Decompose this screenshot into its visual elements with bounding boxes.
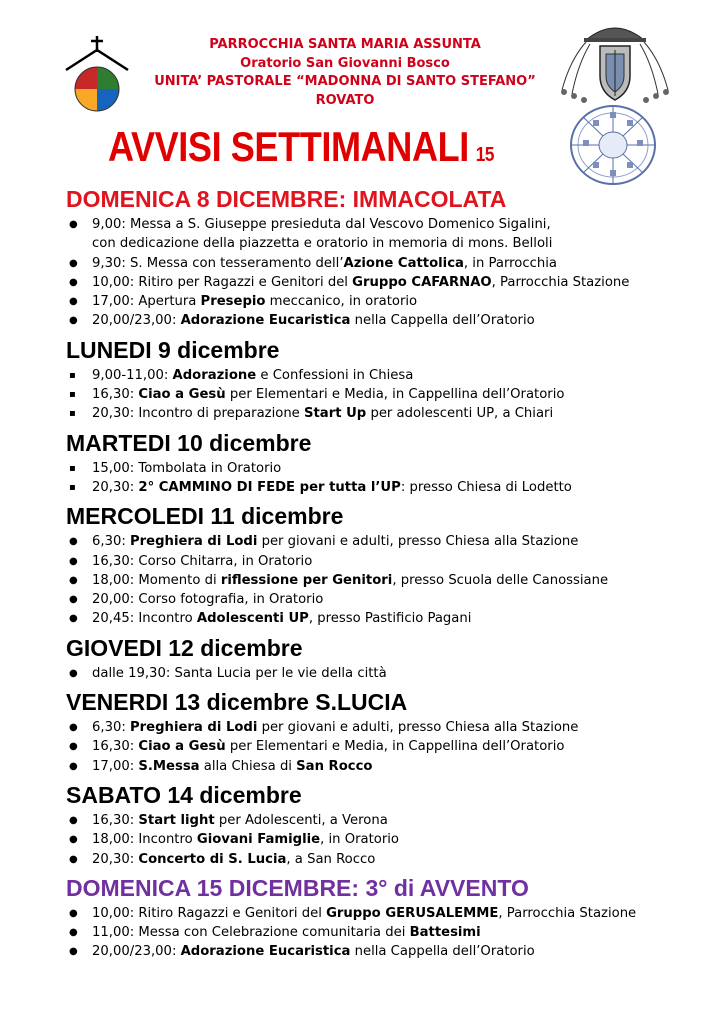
parish-name: PARROCCHIA SANTA MARIA ASSUNTA: [209, 37, 481, 52]
bullet-icon: ●: [69, 315, 78, 327]
list-item: ● 20,00/23,00: Adorazione Eucaristica nella Cappella dell’Oratorio: [66, 311, 696, 330]
list-item: ▪ 20,30: Incontro di preparazione Start Up per adolescenti UP, a Chiari: [66, 404, 696, 423]
bullet-icon: ●: [69, 613, 78, 625]
day-section: [66, 430, 696, 498]
list-item: ● dalle 19,30: Santa Lucia per le vie della città: [66, 664, 696, 683]
list-item: ● 10,00: Ritiro Ragazzi e Genitori del Gruppo GERUSALEMME, Parrocchia Stazione: [66, 904, 696, 923]
bullet-icon: ●: [69, 536, 78, 548]
day-title: GIOVEDI 12 dicembre: [66, 634, 303, 661]
list-item: ● 18,00: Incontro Giovani Famiglie, in Oratorio: [66, 830, 696, 849]
square-bullet-icon: ▪: [69, 462, 76, 474]
pastoral-unit-emblem-icon: [569, 104, 657, 186]
day-section: [66, 689, 696, 776]
bullet-icon: ●: [69, 574, 78, 586]
bullet-icon: ●: [69, 853, 78, 865]
square-bullet-icon: ▪: [69, 408, 76, 420]
page-title-text: AVVISI SETTIMANALI: [108, 123, 469, 170]
event-list: [66, 904, 696, 962]
list-item: ● 16,30: Start light per Adolescenti, a Verona: [66, 811, 696, 830]
event-list: [66, 215, 696, 331]
bishop-crest-icon: [556, 20, 674, 104]
bullet-icon: ●: [69, 555, 78, 567]
list-item: ● 17,00: Apertura Presepio meccanico, in oratorio: [66, 292, 696, 311]
list-item: ● 16,30: Ciao a Gesù per Elementari e Media, in Cappellina dell’Oratorio: [66, 737, 696, 756]
day-title: MERCOLEDI 11 dicembre: [66, 503, 344, 530]
event-list: [66, 811, 696, 869]
event-list: [66, 664, 696, 683]
day-section: [66, 635, 696, 683]
day-title: DOMENICA 15 DICEMBRE: 3° di AVVENTO: [66, 874, 529, 901]
list-item: ● 20,00/23,00: Adorazione Eucaristica nella Cappella dell’Oratorio: [66, 942, 696, 961]
pastoral-unit: UNITA’ PASTORALE “MADONNA DI SANTO STEFANO”: [154, 74, 536, 89]
list-item: ● 20,45: Incontro Adolescenti UP, presso Pastificio Pagani: [66, 609, 696, 628]
issue-number: 15: [475, 144, 494, 166]
parish-logo-icon: [62, 34, 132, 114]
bullet-icon: ●: [69, 946, 78, 958]
bullet-icon: ●: [69, 219, 78, 230]
event-list: [66, 366, 696, 424]
day-title: MARTEDI 10 dicembre: [66, 429, 312, 456]
bullet-icon: ●: [69, 814, 78, 826]
list-item: ● 20,30: Concerto di S. Lucia, a San Rocco: [66, 850, 696, 869]
list-item: ▪ 9,00-11,00: Adorazione e Confessioni in Chiesa: [66, 366, 696, 385]
list-item: ● 6,30: Preghiera di Lodi per giovani e adulti, presso Chiesa alla Stazione: [66, 532, 696, 551]
list-item: ● 20,00: Corso fotografia, in Oratorio: [66, 590, 696, 609]
list-item: ● 16,30: Corso Chitarra, in Oratorio: [66, 552, 696, 571]
bullet-icon: ●: [69, 834, 78, 846]
day-title: SABATO 14 dicembre: [66, 781, 302, 808]
event-list: [66, 459, 696, 498]
bullet-icon: ●: [69, 667, 78, 679]
list-item: ● 6,30: Preghiera di Lodi per giovani e adulti, presso Chiesa alla Stazione: [66, 718, 696, 737]
list-item: ▪ 15,00: Tombolata in Oratorio: [66, 459, 696, 478]
list-item: ● 10,00: Ritiro per Ragazzi e Genitori del Gruppo CAFARNAO, Parrocchia Stazione: [66, 273, 696, 292]
event-list: [66, 718, 696, 776]
day-section: [66, 782, 696, 869]
square-bullet-icon: ▪: [69, 369, 76, 381]
square-bullet-icon: ▪: [69, 389, 76, 401]
bullet-icon: ●: [69, 594, 78, 606]
oratory-name: Oratorio San Giovanni Bosco: [240, 55, 450, 71]
bullet-icon: ●: [69, 722, 78, 734]
day-section: [66, 875, 696, 962]
day-title: VENERDI 13 dicembre S.LUCIA: [66, 689, 408, 716]
list-item: ▪ 20,30: 2° CAMMINO DI FEDE per tutta l’UP: presso Chiesa di Lodetto: [66, 478, 696, 497]
page-header: [0, 0, 724, 180]
bullet-icon: ●: [69, 760, 78, 772]
day-title: LUNEDI 9 dicembre: [66, 336, 280, 363]
parish-header-text: [140, 36, 550, 110]
bullet-icon: ●: [69, 296, 78, 308]
day-section: [66, 186, 696, 331]
day-section: [66, 337, 696, 424]
page-title: [108, 122, 494, 180]
list-item: ● 9,30: S. Messa con tesseramento dell’Azione Cattolica, in Parrocchia: [66, 254, 696, 273]
list-item-continuation: con dedicazione della piazzetta e oratorio in memoria di mons. Belloli: [92, 236, 553, 252]
list-item: ● 11,00: Messa con Celebrazione comunitaria dei Battesimi: [66, 923, 696, 942]
list-item: ● 9,00: Messa a S. Giuseppe presieduta dal Vescovo Domenico Sigalini,: [66, 215, 696, 234]
bullet-icon: ●: [69, 257, 78, 269]
day-section: [66, 503, 696, 628]
bullet-icon: ●: [69, 907, 78, 919]
list-item: ▪ 16,30: Ciao a Gesù per Elementari e Media, in Cappellina dell’Oratorio: [66, 385, 696, 404]
list-item: ● 18,00: Momento di riflessione per Genitori, presso Scuola delle Canossiane: [66, 571, 696, 590]
town-name: ROVATO: [315, 92, 375, 108]
weekly-notices: [66, 182, 696, 968]
square-bullet-icon: ▪: [69, 481, 76, 493]
bullet-icon: ●: [69, 741, 78, 753]
bullet-icon: ●: [69, 276, 78, 288]
bullet-icon: ●: [69, 927, 78, 939]
event-list: [66, 532, 696, 628]
day-title: DOMENICA 8 DICEMBRE: IMMACOLATA: [66, 186, 507, 212]
list-item: ● 17,00: S.Messa alla Chiesa di San Rocco: [66, 757, 696, 776]
